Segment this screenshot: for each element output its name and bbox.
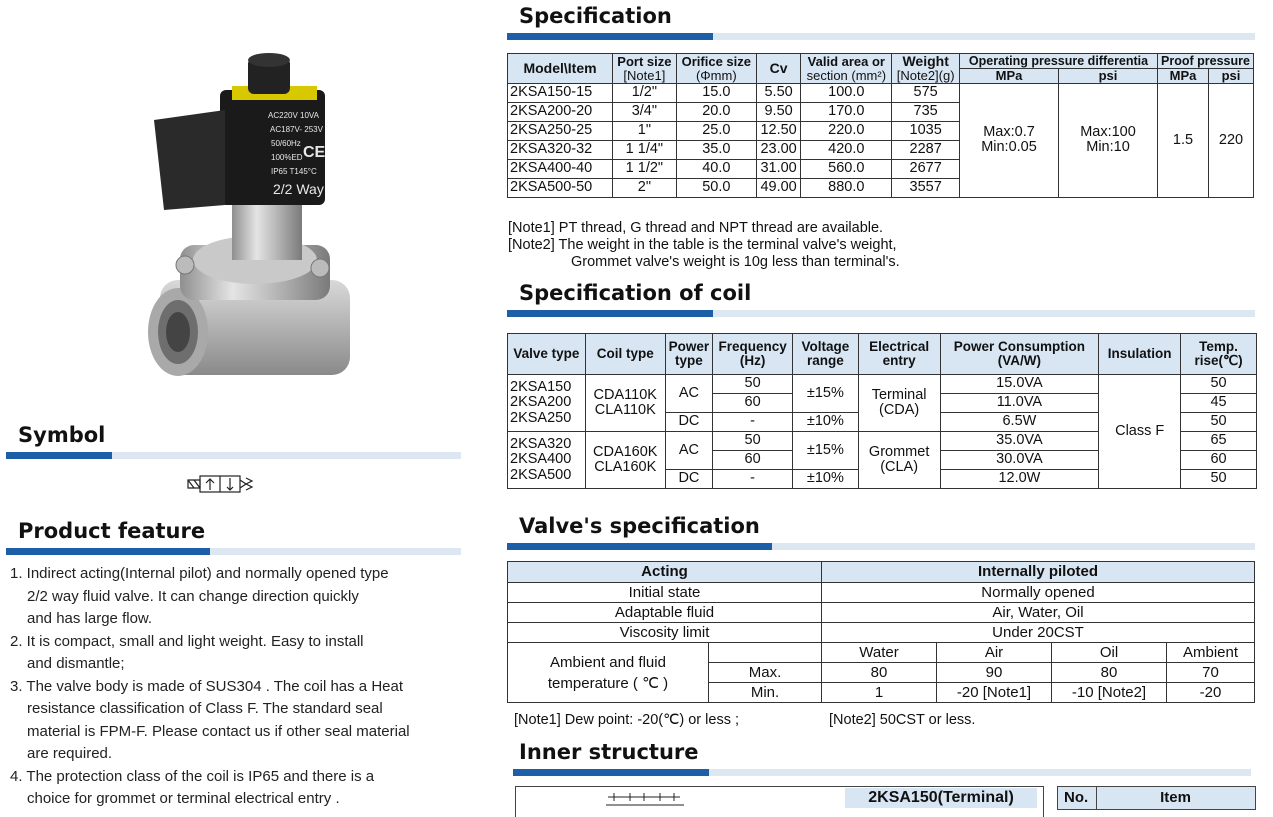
spec-cell: 1/2" bbox=[613, 83, 677, 102]
coil-elec: (CLA) bbox=[880, 459, 919, 475]
coil-temp: 50 bbox=[1181, 413, 1257, 432]
spec-cell: 1035 bbox=[892, 121, 960, 140]
spec-cell: 880.0 bbox=[801, 178, 892, 197]
spec-cell: 2KSA320-32 bbox=[508, 140, 613, 159]
symbol-title: Symbol bbox=[18, 423, 106, 447]
feature-line: 4. The protection class of the coil is IP65 and there is a bbox=[10, 767, 375, 785]
spec-cell: 2KSA250-25 bbox=[508, 121, 613, 140]
inner-structure-drawing bbox=[600, 793, 690, 810]
inner-no-header: No. bbox=[1064, 789, 1089, 806]
feature-line: 3. The valve body is made of SUS304 . The coil has a Heat bbox=[10, 677, 404, 695]
coil-type-group1 bbox=[585, 375, 665, 432]
valve-max-value: 80 bbox=[1052, 663, 1167, 683]
feature-title-bar bbox=[6, 548, 461, 555]
spec-cell: 560.0 bbox=[801, 159, 892, 178]
spec-note: [Note1] PT thread, G thread and NPT thread are available. bbox=[508, 220, 884, 236]
valve-initial-label: Initial state bbox=[508, 583, 822, 603]
coil-header-power-b: type bbox=[675, 353, 703, 368]
table-row bbox=[508, 643, 1255, 663]
coil-label-line: AC220V 10VA bbox=[268, 111, 319, 120]
spec-header-port: Port size bbox=[613, 54, 677, 69]
valve-title-bar bbox=[507, 543, 1255, 550]
valve-col-header: Water bbox=[822, 643, 937, 663]
feature-line: material is FPM-F. Please contact us if other seal material bbox=[27, 722, 410, 740]
feature-line: 2. It is compact, small and light weight. Easy to install bbox=[10, 632, 364, 650]
coil-header-temp bbox=[1181, 334, 1257, 375]
coil-temp: 65 bbox=[1181, 432, 1257, 451]
coil-valve-group1 bbox=[508, 375, 586, 432]
coil-header-freq-b: (Hz) bbox=[739, 353, 766, 368]
table-row bbox=[508, 603, 1255, 623]
valve-acting-value: Internally piloted bbox=[822, 562, 1255, 583]
spec-header-mpa: MPa bbox=[960, 69, 1059, 84]
spec-cell: 2" bbox=[613, 178, 677, 197]
spec-cell: 3557 bbox=[892, 178, 960, 197]
spec-cell: 40.0 bbox=[676, 159, 756, 178]
spec-cell: 50.0 bbox=[676, 178, 756, 197]
spec-cell: 15.0 bbox=[676, 83, 756, 102]
spec-table bbox=[507, 53, 1254, 198]
valve-min-value: -10 [Note2] bbox=[1052, 683, 1167, 703]
spec-cell: 420.0 bbox=[801, 140, 892, 159]
spec-cell: 35.0 bbox=[676, 140, 756, 159]
spec-header-model: Model\Item bbox=[508, 54, 613, 84]
coil-label-line: 50/60Hz bbox=[271, 139, 301, 148]
coil-valve-type: 2KSA320 bbox=[510, 436, 572, 453]
coil-power-consumption: 12.0W bbox=[940, 470, 1099, 489]
coil-header-power bbox=[665, 334, 713, 375]
spec-header-psi: psi bbox=[1059, 69, 1158, 84]
spec-op-mpa-max: Max:0.7 bbox=[983, 124, 1035, 141]
coil-type: CDA110K bbox=[593, 386, 657, 403]
spec-proof-psi: 220 bbox=[1209, 83, 1254, 197]
coil-table bbox=[507, 333, 1257, 489]
coil-type: CLA110K bbox=[594, 402, 656, 418]
symbol-title-bar bbox=[6, 452, 461, 459]
coil-power-dc: DC bbox=[665, 413, 713, 432]
spec-header-psi2: psi bbox=[1209, 69, 1254, 84]
table-row bbox=[508, 83, 1254, 102]
coil-header-elec-b: entry bbox=[882, 353, 916, 368]
valve-col-header: Air bbox=[937, 643, 1052, 663]
spec-cell: 49.00 bbox=[756, 178, 800, 197]
feature-line: and has large flow. bbox=[27, 610, 153, 627]
feature-line: are required. bbox=[27, 745, 113, 762]
feature-line: 2/2 way fluid valve. It can change direction quickly bbox=[27, 587, 359, 605]
coil-valve-type: 2KSA150 bbox=[510, 379, 572, 396]
valve-max-value: 80 bbox=[822, 663, 937, 683]
spec-title-bar bbox=[507, 33, 1255, 40]
spec-cell: 2KSA150-15 bbox=[508, 83, 613, 102]
spec-header-orifice: Orifice size bbox=[676, 54, 756, 69]
valve-min-value: 1 bbox=[822, 683, 937, 703]
coil-label-line: AC187V- 253V bbox=[270, 125, 323, 134]
coil-label-line: IP65 T145°C bbox=[271, 167, 317, 176]
spec-op-mpa-min: Min:0.05 bbox=[981, 139, 1037, 156]
valve-blank-cell bbox=[709, 643, 822, 663]
coil-header-elec bbox=[858, 334, 940, 375]
valve-max-label: Max. bbox=[709, 663, 822, 683]
coil-temp: 60 bbox=[1181, 451, 1257, 470]
feature-line: choice for grommet or terminal electrical entry . bbox=[27, 790, 340, 807]
way-label: 2/2 Way bbox=[273, 181, 324, 197]
spec-cell: 3/4" bbox=[613, 102, 677, 121]
coil-header-valve: Valve type bbox=[508, 334, 586, 375]
spec-cell: 2677 bbox=[892, 159, 960, 178]
coil-header-pc-b: (VA/W) bbox=[997, 353, 1042, 368]
coil-header-coil: Coil type bbox=[585, 334, 665, 375]
inner-item-header: Item bbox=[1160, 789, 1191, 806]
coil-elec: (CDA) bbox=[878, 402, 920, 418]
coil-temp: 50 bbox=[1181, 375, 1257, 394]
coil-type: CDA160K bbox=[593, 443, 658, 460]
coil-volt-ac: ±15% bbox=[793, 432, 859, 470]
spec-notes bbox=[508, 220, 900, 271]
valve-note2: [Note2] 50CST or less. bbox=[829, 712, 976, 728]
spec-cell: 2KSA400-40 bbox=[508, 159, 613, 178]
coil-valve-group2 bbox=[508, 432, 586, 489]
valve-initial-value: Normally opened bbox=[822, 583, 1255, 603]
coil-insulation: Class F bbox=[1099, 375, 1181, 489]
coil-header-temp-b: rise(℃) bbox=[1194, 353, 1243, 368]
spec-note: Grommet valve's weight is 10g less than terminal's. bbox=[571, 254, 900, 270]
valve-fluid-value: Air, Water, Oil bbox=[822, 603, 1255, 623]
spec-header-proof: Proof pressure bbox=[1158, 54, 1254, 69]
coil-power-consumption: 30.0VA bbox=[940, 451, 1099, 470]
spec-proof-mpa: 1.5 bbox=[1158, 83, 1209, 197]
coil-freq: - bbox=[713, 470, 793, 489]
coil-type-group2 bbox=[585, 432, 665, 489]
spec-header-port-note: [Note1] bbox=[613, 69, 677, 84]
coil-elec: Terminal bbox=[871, 386, 927, 403]
valve-visc-value: Under 20CST bbox=[822, 623, 1255, 643]
feature-line: and dismantle; bbox=[27, 655, 125, 672]
spec-op-psi-max: Max:100 bbox=[1080, 124, 1136, 141]
spec-cell: 2287 bbox=[892, 140, 960, 159]
feature-line: resistance classification of Class F. The standard seal bbox=[27, 700, 383, 717]
spec-cell: 1 1/2" bbox=[613, 159, 677, 178]
coil-header-volt-a: Voltage bbox=[801, 338, 850, 354]
valve-col-header: Oil bbox=[1052, 643, 1167, 663]
coil-header-freq-a: Frequency bbox=[718, 338, 787, 354]
coil-header-temp-a: Temp. bbox=[1199, 338, 1238, 354]
spec-header-valid-unit: section (mm²) bbox=[801, 69, 892, 84]
coil-freq: 50 bbox=[713, 375, 793, 394]
spec-cell: 9.50 bbox=[756, 102, 800, 121]
coil-power-consumption: 11.0VA bbox=[940, 394, 1099, 413]
valve-note1: [Note1] Dew point: -20(℃) or less ; bbox=[514, 712, 740, 728]
valve-ambient-label-b: temperature ( ℃ ) bbox=[547, 674, 669, 692]
valve-table bbox=[507, 561, 1255, 703]
coil-valve-type: 2KSA200 bbox=[510, 394, 572, 411]
coil-freq: 60 bbox=[713, 451, 793, 470]
coil-type: CLA160K bbox=[594, 459, 657, 475]
inner-title-bar bbox=[513, 769, 1251, 776]
spec-note: [Note2] The weight in the table is the terminal valve's weight, bbox=[508, 237, 897, 253]
spec-op-mpa bbox=[960, 83, 1059, 197]
valve-max-value: 90 bbox=[937, 663, 1052, 683]
spec-cell: 5.50 bbox=[756, 83, 800, 102]
coil-elec: Grommet bbox=[868, 443, 930, 460]
valve-min-value: -20 [Note1] bbox=[937, 683, 1052, 703]
coil-header-volt bbox=[793, 334, 859, 375]
valve-title: Valve's specification bbox=[519, 514, 760, 538]
valve-product-image bbox=[140, 40, 370, 400]
valve-symbol-icon bbox=[186, 474, 268, 494]
spec-op-psi-min: Min:10 bbox=[1086, 139, 1130, 156]
coil-power-consumption: 15.0VA bbox=[940, 375, 1099, 394]
spec-cell: 170.0 bbox=[801, 102, 892, 121]
spec-cell: 31.00 bbox=[756, 159, 800, 178]
valve-fluid-label: Adaptable fluid bbox=[508, 603, 822, 623]
coil-header-elec-a: Electrical bbox=[869, 338, 930, 354]
table-row bbox=[508, 375, 1257, 394]
spec-header-mpa2: MPa bbox=[1158, 69, 1209, 84]
coil-header-volt-b: range bbox=[806, 353, 844, 368]
coil-power-dc: DC bbox=[665, 470, 713, 489]
coil-temp: 45 bbox=[1181, 394, 1257, 413]
coil-header-freq bbox=[713, 334, 793, 375]
spec-cell: 12.50 bbox=[756, 121, 800, 140]
spec-header-op: Operating pressure differentia bbox=[960, 54, 1158, 69]
inner-title: Inner structure bbox=[519, 740, 699, 764]
spec-cell: 2KSA200-20 bbox=[508, 102, 613, 121]
coil-header-pc-a: Power Consumption bbox=[953, 338, 1086, 354]
spec-cell: 100.0 bbox=[801, 83, 892, 102]
coil-title-bar bbox=[507, 310, 1255, 317]
valve-acting-label: Acting bbox=[508, 562, 822, 583]
spec-header-valid: Valid area or bbox=[801, 54, 892, 69]
ce-mark: CE bbox=[303, 144, 326, 161]
spec-title: Specification bbox=[519, 4, 672, 28]
feature-title: Product feature bbox=[18, 519, 206, 543]
valve-col-header: Ambient bbox=[1167, 643, 1255, 663]
coil-elec-group2 bbox=[858, 432, 940, 489]
spec-cell: 735 bbox=[892, 102, 960, 121]
spec-header-weight: Weight bbox=[892, 54, 960, 69]
inner-part-table-header bbox=[1057, 786, 1256, 810]
valve-min-value: -20 bbox=[1167, 683, 1255, 703]
coil-volt-dc: ±10% bbox=[793, 413, 859, 432]
spec-cell: 1 1/4" bbox=[613, 140, 677, 159]
spec-op-psi bbox=[1059, 83, 1158, 197]
coil-header-pc bbox=[940, 334, 1099, 375]
valve-max-value: 70 bbox=[1167, 663, 1255, 683]
coil-title: Specification of coil bbox=[519, 281, 752, 305]
coil-valve-type: 2KSA250 bbox=[510, 409, 572, 426]
coil-power-consumption: 35.0VA bbox=[940, 432, 1099, 451]
coil-elec-group1 bbox=[858, 375, 940, 432]
coil-volt-dc: ±10% bbox=[793, 470, 859, 489]
coil-header-ins: Insulation bbox=[1099, 334, 1181, 375]
valve-visc-label: Viscosity limit bbox=[508, 623, 822, 643]
spec-cell: 25.0 bbox=[676, 121, 756, 140]
coil-power-ac: AC bbox=[665, 432, 713, 470]
inner-model-label: 2KSA150(Terminal) bbox=[845, 788, 1037, 808]
coil-power-ac: AC bbox=[665, 375, 713, 413]
table-row bbox=[508, 583, 1255, 603]
coil-valve-type: 2KSA500 bbox=[510, 466, 572, 483]
valve-ambient-label bbox=[508, 643, 709, 703]
spec-header-orifice-unit: (Φmm) bbox=[676, 69, 756, 84]
coil-volt-ac: ±15% bbox=[793, 375, 859, 413]
coil-power-consumption: 6.5W bbox=[940, 413, 1099, 432]
table-row bbox=[508, 623, 1255, 643]
valve-min-label: Min. bbox=[709, 683, 822, 703]
coil-header-power-a: Power bbox=[668, 338, 710, 354]
feature-list bbox=[10, 563, 410, 811]
spec-cell: 20.0 bbox=[676, 102, 756, 121]
spec-cell: 23.00 bbox=[756, 140, 800, 159]
coil-valve-type: 2KSA400 bbox=[510, 451, 572, 468]
spec-cell: 575 bbox=[892, 83, 960, 102]
spec-header-cv: Cv bbox=[756, 54, 800, 84]
valve-ambient-label-a: Ambient and fluid bbox=[550, 653, 666, 671]
coil-freq: 60 bbox=[713, 394, 793, 413]
coil-freq: 50 bbox=[713, 432, 793, 451]
feature-line: 1. Indirect acting(Internal pilot) and normally opened type bbox=[10, 565, 389, 582]
coil-freq: - bbox=[713, 413, 793, 432]
spec-cell: 2KSA500-50 bbox=[508, 178, 613, 197]
spec-header-weight-unit: [Note2](g) bbox=[892, 69, 960, 84]
coil-label-line: 100%ED bbox=[271, 153, 303, 162]
spec-cell: 220.0 bbox=[801, 121, 892, 140]
spec-cell: 1" bbox=[613, 121, 677, 140]
coil-temp: 50 bbox=[1181, 470, 1257, 489]
